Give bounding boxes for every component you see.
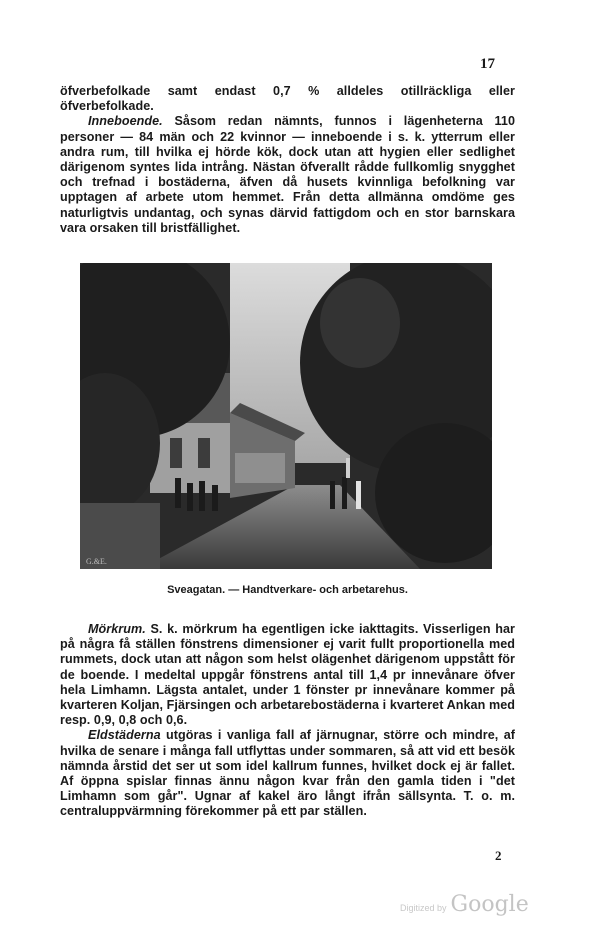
photo-credit: G.&E. (86, 557, 107, 566)
digitized-watermark (400, 892, 529, 917)
bottom-text-block (60, 622, 515, 820)
paragraph-inneboende (60, 114, 515, 236)
digitized-by-text: Digitized by (400, 903, 447, 913)
paragraph-continuation: öfverbefolkade samt endast 0,7 % alldeles otillräckliga eller öfverbefolkade. (60, 84, 515, 114)
photo-caption: Sveagatan. — Handtverkare- och arbetarehus. (167, 584, 408, 596)
inneboende-body: Såsom redan nämnts, funnos i lägenheterna 110 personer — 84 män och 22 kvinnor — inneboende i s. k. ytterrum eller andra rum, till hvilka ej hörde kök, dock utan att hygien eller sedlighet därigenom syntes lida intrång. Nästan öfverallt rådde fullkomlig snygghet och trefnad i bostäderna, äfven då husets kvinnliga befolkning var upptagen af arbete utom hemmet. Från detta allmänna omdöme ges naturligtvis undantag, och synas därvid fattigdom och en stor barnskara vara orsaken till bristfällighet. (60, 114, 515, 235)
footer-number: 2 (495, 848, 502, 863)
top-text-block (60, 84, 515, 236)
paragraph-morkrum (60, 622, 515, 728)
google-logo: Google (450, 892, 529, 917)
page-number: 17 (480, 56, 495, 72)
morkrum-heading: Mörkrum. (88, 622, 146, 636)
street-photograph (80, 263, 492, 569)
eldstaderna-heading: Eldstäderna (88, 728, 161, 743)
photo-illustration (80, 263, 492, 569)
inneboende-heading: Inneboende. (88, 114, 163, 129)
eldstaderna-body: utgöras i vanliga fall af järnugnar, större och mindre, af hvilka de senare i många fall utflyttas under sommaren, så att vid ett besök nämnda årstid det ser ut som idel kallrum funnes, hvilket dock ej är fallet. Af öppna spislar finnas ännu någon kvar från den gamla tiden i "det Limhamn som går". Ugnar af kakel äro långt ifrån sällsynta. T. o. m. centraluppvärmning förekommer på ett par ställen. (60, 728, 515, 819)
morkrum-body: S. k. mörkrum ha egentligen icke iakttagits. Visserligen har på några få ställen fönstrens dimensioner ej varit fullt proportionella med rummets, dock utan att någon som helst olägenhet därigenom uppstått för de boende. I medeltal uppgår fönstrens antal till 1,4 pr innevånare öfver hela Limhamn. Lägsta antalet, under 1 fönster pr innevånare kommer på kvarteren Koljan, Fjärsingen och arbetarebostäderna i kvarteret Ankan med resp. 0,9, 0,8 och 0,6. (60, 622, 515, 728)
paragraph-eldstaderna (60, 728, 515, 819)
